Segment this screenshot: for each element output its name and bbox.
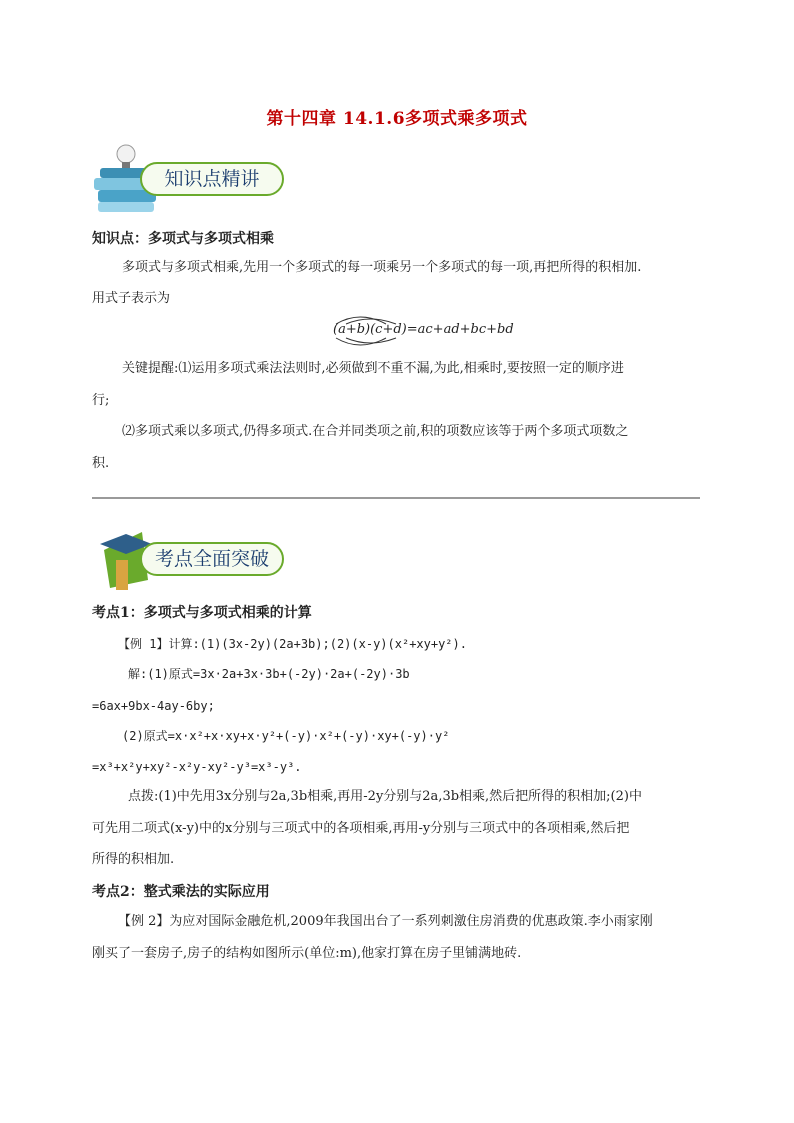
rule-text-line1: 多项式与多项式相乘,先用一个多项式的每一项乘另一个多项式的每一项,再把所得的积相加. (122, 260, 642, 275)
note-line2: 可先用二项式(x-y)中的x分别与三项式中的各项相乘,再用-y分别与三项式中的各项相乘,然后把 (92, 821, 630, 836)
formula: (a+b)(c+d)=ac+ad+bc+bd (333, 322, 514, 337)
knowledge-banner (92, 140, 292, 218)
rule-text-line2: 用式子表示为 (92, 291, 171, 306)
solution2-line1: (2)原式=x·x²+x·xy+x·y²+(-y)·x²+(-y)·xy+(-y)·y² (122, 729, 450, 743)
tip-line1: 关键提醒:⑴运用多项式乘法法则时,必须做到不重不漏,为此,相乘时,要按照一定的顺序进 (122, 361, 624, 376)
example2-line1: 【例 2】为应对国际金融危机,2009年我国出台了一系列刺激住房消费的优惠政策.李小雨家刚 (118, 914, 653, 929)
exam-heading-2: 考点2：整式乘法的实际应用 (92, 884, 270, 900)
note-line1: 点拨:(1)中先用3x分别与2a,3b相乘,再用-2y分别与2a,3b相乘,然后把所得的积相加;(2)中 (128, 789, 642, 804)
note-line3: 所得的积相加. (92, 852, 175, 867)
tip2-line2: 积. (92, 456, 110, 471)
solution1-line2: =6ax+9bx-4ay-6by; (92, 699, 215, 713)
exam-banner-label: 考点全面突破 (140, 542, 284, 576)
section-heading: 知识点：多项式与多项式相乘 (92, 231, 274, 247)
solution1-line1: 解:(1)原式=3x·2a+3x·3b+(-2y)·2a+(-2y)·3b (128, 667, 410, 681)
knowledge-banner-label: 知识点精讲 (140, 162, 284, 196)
tip-line2: 行; (92, 393, 110, 408)
divider (92, 497, 700, 499)
page-title: 第十四章 14.1.6多项式乘多项式 (266, 109, 528, 129)
example2-line2: 刚买了一套房子,房子的结构如图所示(单位:m),他家打算在房子里铺满地砖. (92, 946, 522, 961)
solution2-line2: =x³+x²y+xy²-x²y-xy²-y³=x³-y³. (92, 760, 302, 774)
exam-banner (92, 520, 292, 598)
tip2-line1: ⑵多项式乘以多项式,仍得多项式.在合并同类项之前,积的项数应该等于两个多项式项数之 (122, 424, 629, 439)
example1: 【例 1】计算:(1)(3x-2y)(2a+3b);(2)(x-y)(x²+xy+y²). (118, 637, 467, 651)
exam-heading-1: 考点1：多项式与多项式相乘的计算 (92, 605, 312, 621)
